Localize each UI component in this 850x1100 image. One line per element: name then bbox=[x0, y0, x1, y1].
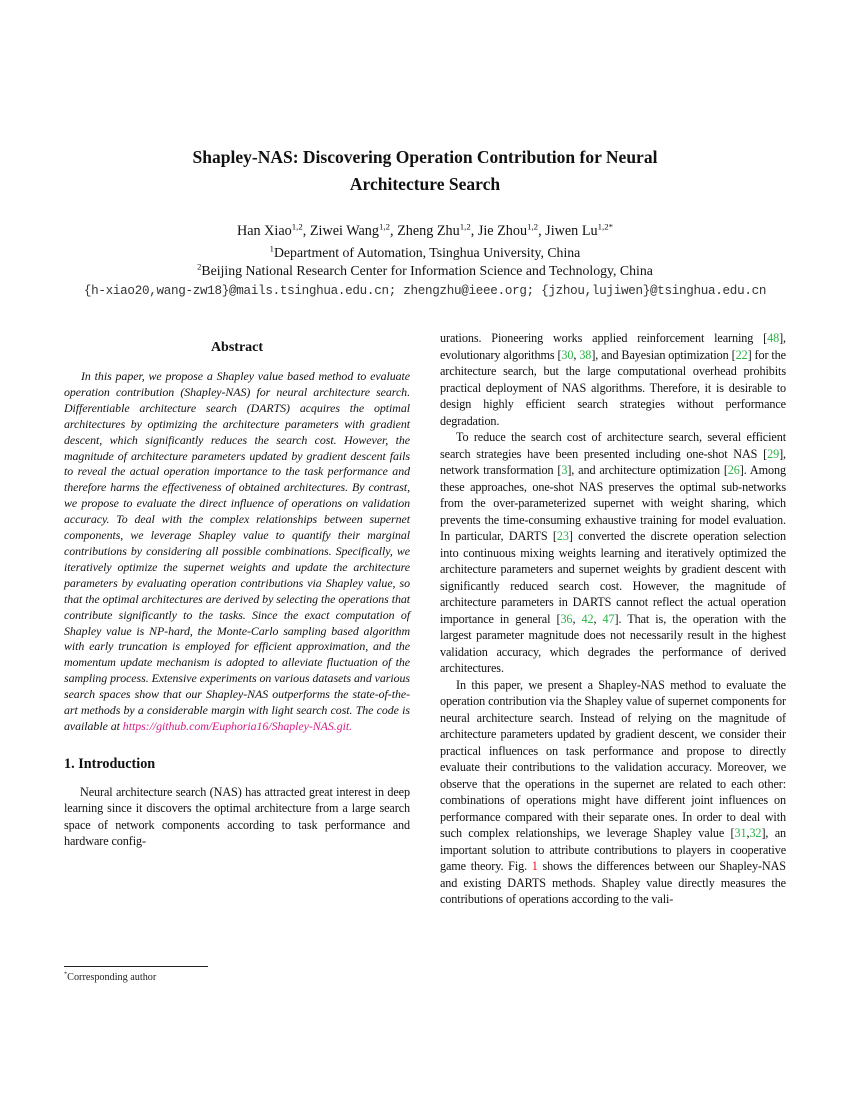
abstract-heading: Abstract bbox=[210, 340, 264, 355]
right-column-paragraph-2: To reduce the search cost of architecture search, several efficient search strategies have been presented including one-shot NAS [29], network transformation [3], and architecture optimization [26]. Among these approaches, one-shot NAS preserves the optimal sub-networks from the over-parameterized supernet with weight sharing, which prevents the time-consuming exhaustive training for model evaluation. In particular, DARTS [23] converted the discrete operation selection into continuous mixing weights learning and iteratively optimized the architecture parameters and supernet weights by gradient descent with significantly reduced search cost. However, the magnitude of architecture parameters in DARTS cannot reflect the actual operation importance in general [36, 42, 47]. That is, the operation with the largest parameter magnitude does not necessarily result in the highest validation accuracy, which degrades the performance of derived architectures. bbox=[440, 430, 786, 675]
affiliation-2: $^2$Beijing National Research Center for Information Science and Technology, China bbox=[197, 261, 653, 278]
footnote-corresponding-author: *Corresponding author bbox=[64, 970, 157, 983]
author-line: Han Xiao$^{1,2}$, Ziwei Wang$^{1,2}$, Zheng Zhu$^{1,2}$, Jie Zhou$^{1,2}$, Jiwen $Lu^{1,2*}$ bbox=[236, 221, 613, 239]
superscript: 1,2 bbox=[459, 221, 471, 232]
superscript: 1,2 bbox=[378, 221, 390, 232]
author-emails: {h-xiao20,wang-zw18}@mails.tsinghua.edu.cn; zhengzhu@ieee.org; {jzhou,lujiwen}@tsinghua.edu.cn bbox=[83, 284, 767, 298]
citation-link[interactable]: 36 bbox=[560, 611, 573, 626]
right-column-paragraph-3: In this paper, we present a Shapley-NAS method to evaluate the operation contribution via the Shapley value of supernet components for neural architecture search. Instead of relying on the magnitude of architecture parameters updated by gradient descent, we consider their practical influences on task performance and propose to directly evaluate their contributions to the validation accuracy. Moreover, we observe that the operations in the supernet are related to each other: combinations of operations might have different joint influences on performance compared with their separate ones. In order to deal with such complex relationships, we leverage Shapley value [31,32], an important solution to attribute contributions to players in cooperative game theory. Fig. 1 shows the differences between our Shapley-NAS and existing DARTS methods. Shapley value directly measures the contributions of operations according to the vali- bbox=[440, 677, 786, 906]
citation-link[interactable]: 48 bbox=[767, 331, 780, 345]
citation-link[interactable]: 31 bbox=[734, 826, 747, 840]
figure-ref-link[interactable]: 1 bbox=[531, 859, 538, 873]
url-link[interactable]: https://github.com/Euphoria16/Shapley-NAS.git. bbox=[122, 718, 353, 733]
introduction-paragraph: Neural architecture search (NAS) has attracted great interest in deep learning since it discovers the optimal architecture from a large search space of network components according to task performance and hardware config- bbox=[64, 784, 410, 849]
affiliation-1: $^1$Department of Automation, Tsinghua University, China bbox=[269, 243, 581, 260]
superscript: 1,2 bbox=[527, 221, 539, 232]
paper-title bbox=[0, 144, 850, 198]
superscript: 1 bbox=[269, 243, 274, 254]
footnote-block bbox=[64, 966, 410, 984]
citation-link[interactable]: 3 bbox=[561, 463, 568, 477]
citation-link[interactable]: 26 bbox=[727, 463, 740, 477]
superscript: * bbox=[64, 970, 68, 978]
paper-title-line-1: Shapley-NAS: Discovering Operation Contribution for Neural bbox=[192, 147, 658, 167]
right-column bbox=[440, 330, 786, 908]
citation-link[interactable]: 23 bbox=[556, 529, 569, 543]
left-column bbox=[64, 340, 410, 850]
citation-link[interactable]: 22 bbox=[735, 347, 748, 362]
citation-link[interactable]: 30 bbox=[561, 347, 574, 362]
citation-link[interactable]: 38 bbox=[579, 347, 592, 362]
paper-title-line-2: Architecture Search bbox=[349, 174, 501, 194]
citation-link[interactable]: 47 bbox=[602, 611, 615, 626]
superscript: 1,2* bbox=[597, 221, 613, 232]
abstract-text: In this paper, we propose a Shapley value based method to evaluate operation contribution (Shapley-NAS) for neural architecture search. Differentiable architecture search (DARTS) acquires the optimal architectures by optimizing the architecture parameters with gradient descent, which significantly reduces the search cost. However, the magnitude of architecture parameters updated by gradient descent fails to reveal the actual operation importance to the task performance and therefore harms the effectiveness of obtained architectures. By contrast, we propose to evaluate the direct influence of operations on validation accuracy. To deal with the complex relationships between supernet components, we leverage Shapley value to quantify their marginal contributions by considering all possible combinations. Specifically, we iteratively optimize the supernet weights and update the architecture parameters by evaluating operation contributions via Shapley value, so that the optimal architectures are derived by selecting the operations that contribute significantly to the tasks. Since the exact computation of Shapley value is NP-hard, the Monte-Carlo sampling based algorithm with early truncation is employed for efficient approximation, and the momentum update mechanism is adopted to alleviate fluctuation of the sampling process. Extensive experiments on various datasets and various search spaces show that our Shapley-NAS outperforms the state-of-the-art methods by a considerable margin with light search cost. The code is available at https://github.com/Euphoria16/Shapley-NAS.git. bbox=[64, 369, 410, 733]
superscript: 2 bbox=[197, 261, 202, 272]
footnote-rule bbox=[64, 966, 208, 967]
citation-link[interactable]: 29 bbox=[767, 446, 780, 461]
citation-link[interactable]: 42 bbox=[581, 611, 594, 626]
right-column-paragraph-1: urations. Pioneering works applied reinforcement learning [48], evolutionary algorithms [30, 38], and Bayesian optimization [22] for the architecture search, but the large computational overhead prohibits practical deployment of NAS algorithms. Therefore, it is desirable to design highly efficient search strategies without performance degradation. bbox=[440, 331, 786, 428]
superscript: 1,2 bbox=[291, 221, 303, 232]
section-heading-introduction: 1. Introduction bbox=[64, 755, 156, 772]
citation-link[interactable]: 32 bbox=[749, 826, 762, 840]
